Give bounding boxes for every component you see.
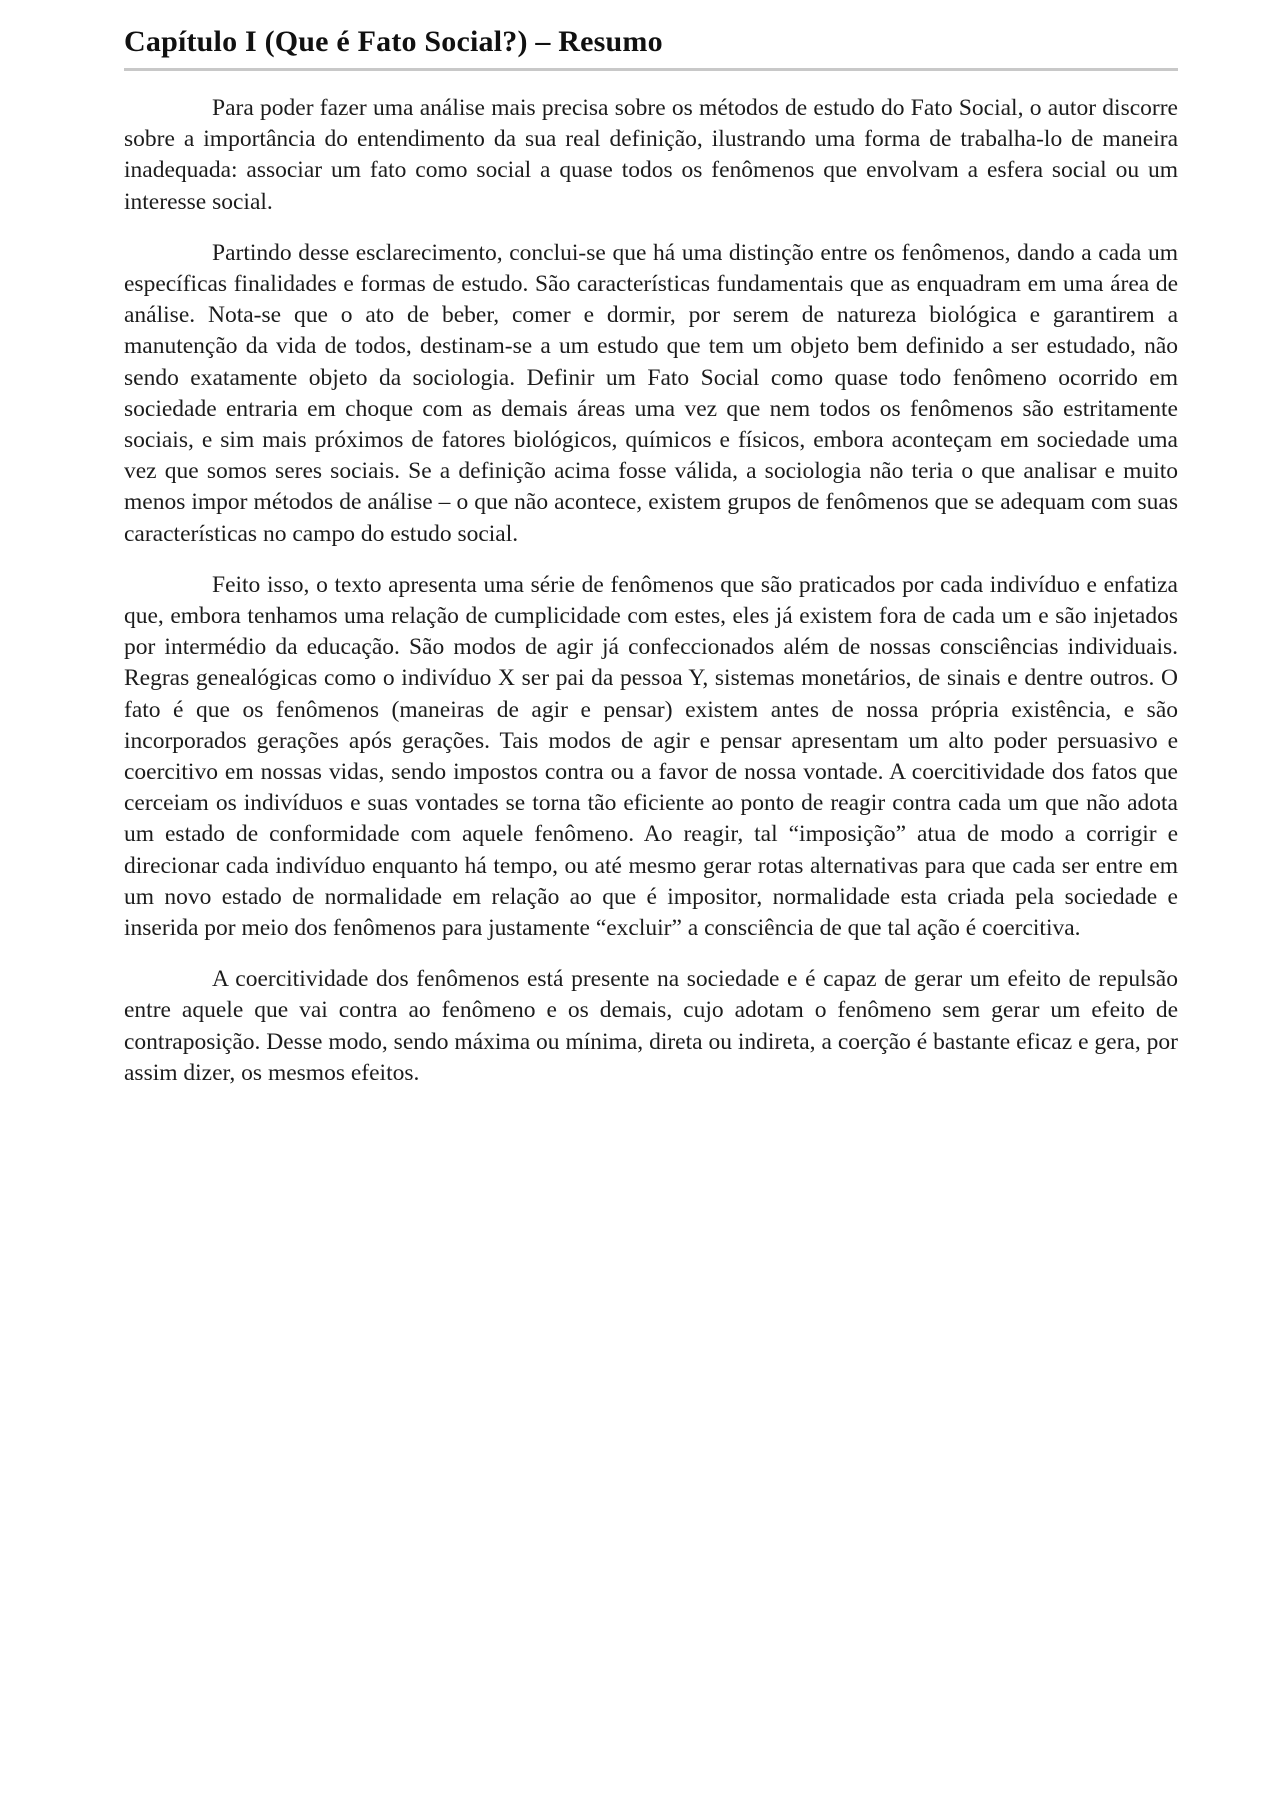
title-divider bbox=[124, 68, 1178, 71]
document-page bbox=[124, 22, 1178, 1109]
paragraph-1: Para poder fazer uma análise mais precisa sobre os métodos de estudo do Fato Social, o autor discorre sobre a importância do entendimento da sua real definição, ilustrando uma forma de trabalha-lo de maneira inadequada: associar um fato como social a quase todos os fenômenos que envolvam a esfera social ou um interesse social. bbox=[124, 95, 1178, 215]
paragraph-3: Feito isso, o texto apresenta uma série de fenômenos que são praticados por cada indivíduo e enfatiza que, embora tenhamos uma relação de cumplicidade com estes, eles já existem fora de cada um e são injetados por intermédio da educação. São modos de agir já confeccionados além de nossas consciências individuais. Regras genealógicas como o indivíduo X ser pai da pessoa Y, sistemas monetários, de sinais e dentre outros. O fato é que os fenômenos (maneiras de agir e pensar) existem antes de nossa própria existência, e são incorporados gerações após gerações. Tais modos de agir e pensar apresentam um alto poder persuasivo e coercitivo em nossas vidas, sendo impostos contra ou a favor de nossa vontade. A coercitividade dos fatos que cerceiam os indivíduos e suas vontades se torna tão eficiente ao ponto de reagir contra cada um que não adota um estado de conformidade com aquele fenômeno. Ao reagir, tal “imposição” atua de modo a corrigir e direcionar cada indivíduo enquanto há tempo, ou até mesmo gerar rotas alternativas para que cada ser entre em um novo estado de normalidade em relação ao que é impositor, normalidade esta criada pela sociedade e inserida por meio dos fenômenos para justamente “excluir” a consciência de que tal ação é coercitiva. bbox=[124, 571, 1178, 942]
document-title: Capítulo I (Que é Fato Social?) – Resumo bbox=[124, 25, 663, 58]
paragraph-2: Partindo desse esclarecimento, conclui-se que há uma distinção entre os fenômenos, dando a cada um específicas finalidades e formas de estudo. São características fundamentais que as enquadram em uma área de análise. Nota-se que o ato de beber, comer e dormir, por serem de natureza biológica e garantirem a manutenção da vida de todos, destinam-se a um estudo que tem um objeto bem definido a ser estudado, não sendo exatamente objeto da sociologia. Definir um Fato Social como quase todo fenômeno ocorrido em sociedade entraria em choque com as demais áreas uma vez que nem todos os fenômenos são estritamente sociais, e sim mais próximos de fatores biológicos, químicos e físicos, embora aconteçam em sociedade uma vez que somos seres sociais. Se a definição acima fosse válida, a sociologia não teria o que analisar e muito menos impor métodos de análise – o que não acontece, existem grupos de fenômenos que se adequam com suas características no campo do estudo social. bbox=[124, 239, 1178, 547]
paragraph-4: A coercitividade dos fenômenos está presente na sociedade e é capaz de gerar um efeito de repulsão entre aquele que vai contra ao fenômeno e os demais, cujo adotam o fenômeno sem gerar um efeito de contraposição. Desse modo, sendo máxima ou mínima, direta ou indireta, a coerção é bastante eficaz e gera, por assim dizer, os mesmos efeitos. bbox=[124, 966, 1178, 1086]
document-body bbox=[124, 93, 1178, 1089]
